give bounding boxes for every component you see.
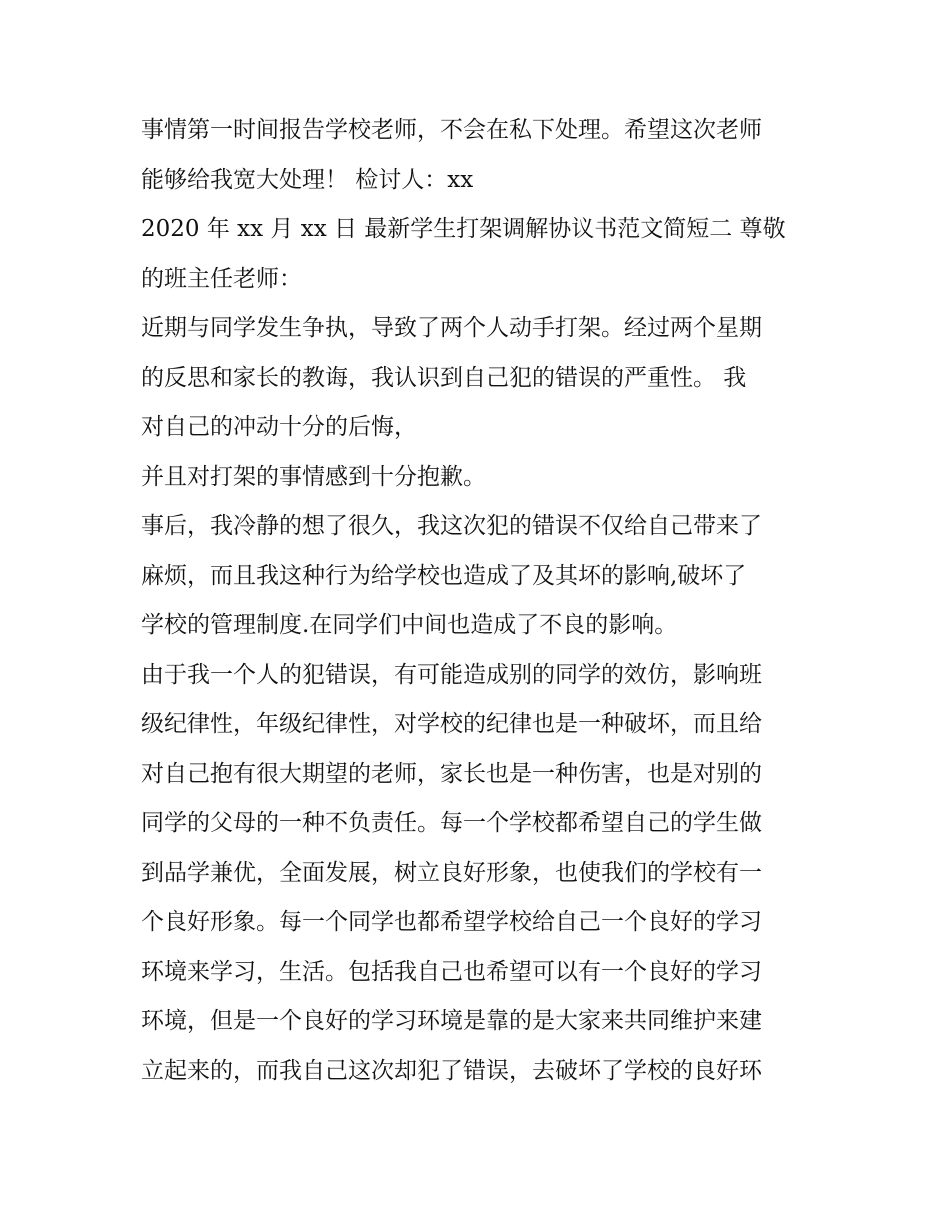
text-line: 事情第一时间报告学校老师，不会在私下处理。希望这次老师 <box>141 117 762 143</box>
text-line: 立起来的，而我自己这次却犯了错误，去破坏了学校的良好环 <box>141 1057 762 1084</box>
text-line: 的反思和家长的教诲，我认识到自己犯的错误的严重性。 我 <box>141 364 747 391</box>
text-line: 学校的管理制度.在同学们中间也造成了不良的影响。 <box>141 612 678 638</box>
text-line: 的班主任老师： <box>141 265 302 292</box>
text-line: 近期与同学发生争执，导致了两个人动手打架。经过两个星期 <box>141 315 762 341</box>
text-line: 环境，但是一个良好的学习环境是靠的是大家来共同维护来建 <box>141 1008 762 1034</box>
document-body <box>141 106 821 1096</box>
text-line: 并且对打架的事情感到十分抱歉。 <box>141 463 486 490</box>
text-line: 个良好形象。每一个同学也都希望学校给自己一个良好的学习 <box>141 909 762 935</box>
text-line: 环境来学习，生活。包括我自己也希望可以有一个良好的学习 <box>141 958 762 985</box>
text-line: 事后，我冷静的想了很久，我这次犯的错误不仅给自己带来了 <box>141 513 762 539</box>
text-line: 对自己抱有很大期望的老师，家长也是一种伤害，也是对别的 <box>141 760 762 787</box>
text-line: 麻烦，而且我这种行为给学校也造成了及其坏的影响,破坏了 <box>141 562 747 589</box>
text-line: 到品学兼优，全面发展，树立良好形象，也使我们的学校有一 <box>141 859 762 886</box>
text-line: 能够给我宽大处理！ 检讨人：xx <box>141 166 474 193</box>
text-line: 由于我一个人的犯错误，有可能造成别的同学的效仿，影响班 <box>141 661 762 688</box>
text-line: 级纪律性，年级纪律性，对学校的纪律也是一种破坏，而且给 <box>141 711 762 737</box>
text-line: 对自己的冲动十分的后悔， <box>141 414 417 440</box>
text-line: 2020 年 xx 月 xx 日 最新学生打架调解协议书范文简短二 尊敬 <box>141 216 786 242</box>
text-line: 同学的父母的一种不负责任。每一个学校都希望自己的学生做 <box>141 810 762 836</box>
